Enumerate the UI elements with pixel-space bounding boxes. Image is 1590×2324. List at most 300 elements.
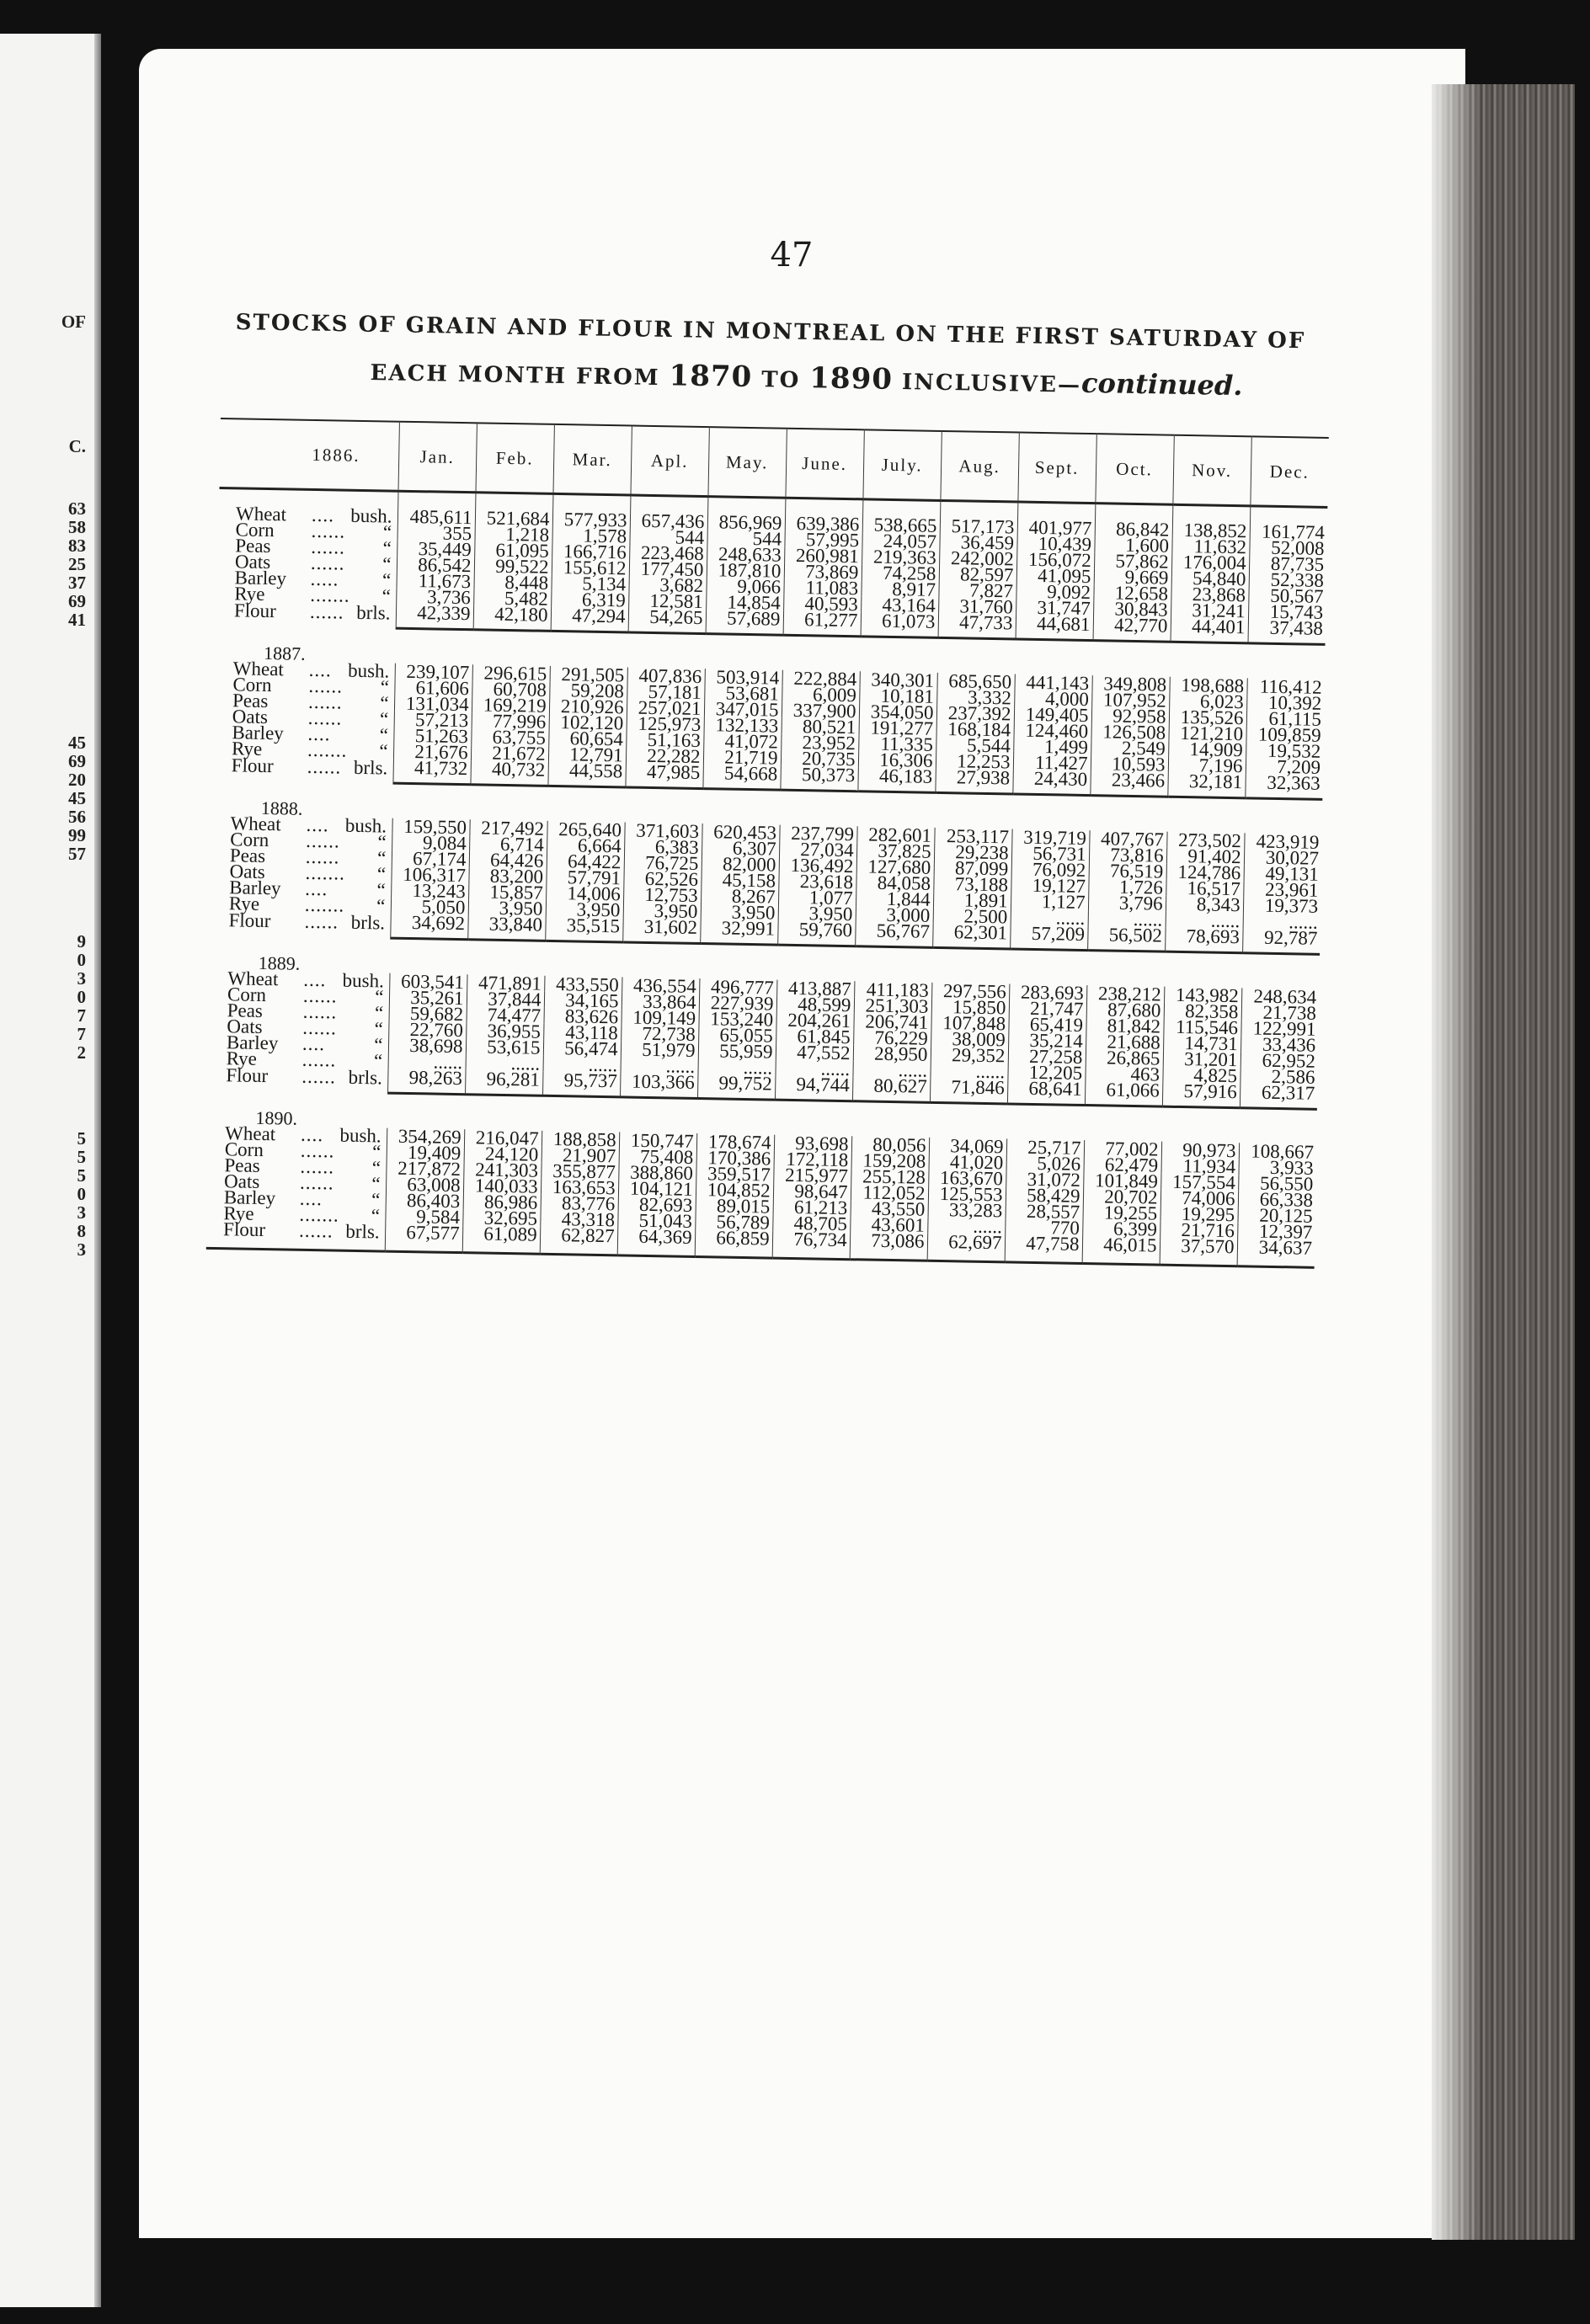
table-cell: 98,263 bbox=[387, 1069, 465, 1094]
commodity-name: Oats bbox=[223, 1170, 260, 1192]
table-cell: 47,985 bbox=[625, 763, 702, 788]
leader-dots: ...... bbox=[302, 984, 338, 1007]
previous-page-fragment: 5 bbox=[77, 1147, 86, 1167]
table-cell: 176,004 bbox=[1171, 553, 1249, 571]
table-cell: 11,335 bbox=[858, 735, 936, 753]
table-cell: 34,692 bbox=[390, 914, 467, 939]
first-year-heading: 1886. bbox=[220, 418, 399, 491]
table-cell: 75,408 bbox=[619, 1148, 696, 1165]
table-cell: 1,600 bbox=[1094, 536, 1171, 554]
table-cell: 44,681 bbox=[1016, 615, 1093, 640]
table-cell: 3,796 bbox=[1088, 894, 1166, 912]
table-cell: 62,526 bbox=[623, 870, 701, 887]
table-cell: 49,131 bbox=[1244, 865, 1321, 882]
table-cell: 6,319 bbox=[551, 590, 628, 608]
table-cell: 12,791 bbox=[548, 745, 626, 763]
leader-dots: ...... bbox=[307, 755, 342, 778]
commodity-name: Wheat bbox=[235, 502, 287, 525]
table-cell: 51,163 bbox=[626, 731, 703, 749]
table-cell: 355 bbox=[397, 524, 474, 541]
commodity-name: Barley bbox=[229, 876, 281, 898]
table-cell: 50,373 bbox=[780, 765, 857, 791]
table-cell: 140,033 bbox=[463, 1177, 541, 1195]
table-cell: 33,840 bbox=[467, 915, 545, 941]
leader-dots: .... bbox=[308, 658, 333, 680]
commodity-label bbox=[217, 600, 396, 627]
table-cell: 248,633 bbox=[707, 546, 784, 563]
table-cell: 3,933 bbox=[1238, 1159, 1315, 1176]
table-cell: 55,959 bbox=[698, 1042, 776, 1060]
table-cell: 296,615 bbox=[472, 664, 550, 682]
month-header: Apl. bbox=[630, 426, 708, 497]
table-cell: 58,429 bbox=[1006, 1186, 1083, 1204]
table-cell: 32,181 bbox=[1167, 772, 1245, 797]
table-cell: 73,869 bbox=[784, 562, 862, 580]
table-cell: 349,808 bbox=[1091, 675, 1169, 693]
table-cell: 215,977 bbox=[773, 1166, 851, 1184]
month-header: Sept. bbox=[1017, 433, 1096, 504]
table-cell: 191,277 bbox=[859, 719, 936, 737]
table-cell: 155,612 bbox=[552, 558, 629, 576]
leader-dots: .... bbox=[305, 877, 328, 899]
table-cell: 411,183 bbox=[854, 981, 931, 999]
table-cell: 28,950 bbox=[853, 1045, 931, 1063]
unit-label: “ bbox=[382, 520, 392, 543]
table-cell: 23,466 bbox=[1090, 771, 1167, 797]
title-continued: continued. bbox=[1080, 366, 1243, 402]
table-cell: 56,789 bbox=[695, 1213, 772, 1230]
table-cell: 51,979 bbox=[621, 1041, 698, 1058]
previous-page-edge bbox=[0, 34, 101, 2307]
table-cell: 11,083 bbox=[783, 578, 861, 596]
table-cell: 47,733 bbox=[938, 613, 1016, 638]
table-cell: 22,282 bbox=[626, 747, 703, 765]
table-cell: 27,938 bbox=[935, 768, 1012, 793]
leader-dots: ....... bbox=[299, 1203, 339, 1226]
commodity-name: Rye bbox=[231, 737, 263, 760]
unit-label: brls. bbox=[345, 1220, 380, 1242]
table-cell: 89,015 bbox=[696, 1197, 773, 1214]
table-cell: 219,363 bbox=[862, 548, 939, 566]
table-cell: 21,907 bbox=[542, 1146, 619, 1164]
table-cell: 14,731 bbox=[1163, 1034, 1241, 1052]
table-cell: 6,023 bbox=[1169, 692, 1246, 710]
table-cell: 253,117 bbox=[934, 827, 1011, 845]
month-header: July. bbox=[862, 429, 941, 500]
leader-dots: ...... bbox=[300, 1139, 335, 1161]
table-cell: 433,550 bbox=[544, 975, 622, 993]
table-cell: 291,505 bbox=[550, 665, 627, 683]
table-cell: 172,118 bbox=[774, 1150, 851, 1168]
table-cell: 16,517 bbox=[1166, 879, 1243, 897]
table-cell: 57,791 bbox=[546, 868, 623, 886]
table-cell: 1,499 bbox=[1013, 738, 1091, 755]
table-cell: 116,412 bbox=[1246, 678, 1324, 696]
commodity-name: Peas bbox=[235, 534, 271, 557]
table-cell: 9,084 bbox=[392, 834, 469, 851]
table-cell: 131,034 bbox=[394, 695, 472, 712]
unit-label: “ bbox=[371, 1172, 381, 1194]
table-cell: 217,492 bbox=[469, 819, 547, 837]
table-cell: 73,188 bbox=[933, 875, 1011, 893]
page-number: 47 bbox=[770, 236, 814, 275]
table-cell: 109,859 bbox=[1246, 726, 1323, 744]
month-header: Oct. bbox=[1095, 434, 1173, 504]
table-cell: 222,884 bbox=[782, 669, 860, 687]
table-cell: 255,128 bbox=[851, 1168, 928, 1186]
previous-page-fragment: 63 bbox=[68, 498, 86, 519]
table-cell: 40,732 bbox=[470, 760, 547, 786]
leader-dots: ...... bbox=[298, 1219, 333, 1241]
table-cell: 354,269 bbox=[387, 1127, 464, 1145]
table-cell: 43,318 bbox=[540, 1210, 617, 1228]
previous-page-fragment: 9 bbox=[77, 931, 86, 951]
table-cell: 21,719 bbox=[703, 749, 781, 766]
fore-edge-shade bbox=[1432, 84, 1482, 2240]
table-cell: 99,522 bbox=[474, 557, 552, 575]
previous-page-fragment: 5 bbox=[77, 1128, 86, 1149]
table-cell: 38,009 bbox=[931, 1030, 1008, 1047]
table-cell: 92,787 bbox=[1242, 929, 1320, 954]
unit-label: “ bbox=[379, 739, 388, 762]
table-cell: 96,281 bbox=[465, 1070, 542, 1095]
table-cell: 32,695 bbox=[462, 1209, 540, 1227]
commodity-name: Oats bbox=[227, 1015, 263, 1037]
table-cell: 5,134 bbox=[551, 574, 628, 592]
table-cell: 62,827 bbox=[540, 1226, 618, 1255]
table-cell: 3,950 bbox=[468, 899, 546, 917]
previous-page-fragment: 37 bbox=[68, 573, 86, 593]
month-header: Dec. bbox=[1250, 436, 1328, 507]
table-cell: 82,597 bbox=[939, 565, 1016, 583]
table-cell: 73,086 bbox=[850, 1232, 928, 1261]
unit-label: “ bbox=[371, 1188, 381, 1210]
table-cell: 31,602 bbox=[622, 918, 700, 943]
table-cell: 11,632 bbox=[1171, 537, 1249, 555]
table-cell: 124,786 bbox=[1166, 863, 1244, 881]
previous-page-fragment: 2 bbox=[77, 1042, 86, 1063]
table-cell: 138,852 bbox=[1172, 504, 1251, 539]
leader-dots: ...... bbox=[300, 1155, 335, 1177]
table-cell: 471,891 bbox=[467, 974, 544, 992]
table-cell: 20,702 bbox=[1083, 1188, 1160, 1206]
table-cell: 80,056 bbox=[851, 1136, 929, 1154]
table-cell: 23,961 bbox=[1243, 881, 1321, 898]
table-cell: 156,072 bbox=[1016, 551, 1094, 568]
unit-label: “ bbox=[371, 1204, 381, 1226]
table-cell: 52,338 bbox=[1249, 571, 1326, 589]
table-cell: 260,981 bbox=[784, 546, 862, 564]
table-cell: ...... bbox=[620, 1057, 697, 1074]
leader-dots: ...... bbox=[304, 910, 339, 933]
previous-page-fragment: 56 bbox=[68, 807, 86, 827]
table-cell: 65,055 bbox=[698, 1026, 776, 1044]
table-cell: 2,549 bbox=[1091, 739, 1168, 757]
table-cell: 126,508 bbox=[1091, 723, 1168, 741]
table-cell: 103,366 bbox=[620, 1073, 697, 1098]
table-cell: 84,058 bbox=[856, 874, 933, 892]
table-cell: 19,532 bbox=[1246, 742, 1323, 760]
unit-label: “ bbox=[376, 846, 387, 869]
table-cell: 61,115 bbox=[1246, 710, 1324, 728]
table-cell: 227,939 bbox=[699, 994, 776, 1012]
table-cell: 10,439 bbox=[1016, 535, 1094, 552]
previous-page-fragment: 7 bbox=[77, 1005, 86, 1026]
table-cell: 33,283 bbox=[928, 1201, 1006, 1218]
table-cell: 43,164 bbox=[861, 596, 938, 614]
table-cell: 102,120 bbox=[549, 713, 627, 731]
table-cell: 6,664 bbox=[547, 836, 624, 854]
table-cell: 95,737 bbox=[542, 1071, 620, 1096]
table-cell: 20,125 bbox=[1238, 1207, 1315, 1224]
previous-page-fragment: C. bbox=[68, 436, 86, 456]
table-cell: 407,767 bbox=[1089, 830, 1166, 848]
table-cell: 3,950 bbox=[778, 904, 856, 922]
table-cell: 61,277 bbox=[783, 610, 861, 636]
title-text: TO bbox=[751, 366, 810, 394]
table-cell: 60,708 bbox=[472, 680, 549, 698]
table-cell: 283,693 bbox=[1009, 983, 1086, 1001]
table-cell: 57,213 bbox=[394, 711, 472, 728]
previous-page-fragment: 45 bbox=[68, 788, 86, 808]
leader-dots: .... bbox=[306, 813, 329, 835]
table-cell: 83,626 bbox=[544, 1007, 622, 1025]
previous-page-fragment: 0 bbox=[77, 987, 86, 1007]
table-cell: 9,584 bbox=[385, 1207, 462, 1225]
table-cell: 35,449 bbox=[397, 540, 474, 557]
table-cell: 401,977 bbox=[1017, 502, 1096, 536]
unit-label: brls. bbox=[356, 601, 391, 624]
table-cell: 32,363 bbox=[1245, 774, 1322, 799]
month-header: Mar. bbox=[552, 424, 631, 495]
table-cell: 47,294 bbox=[551, 606, 628, 632]
table-cell: 21,738 bbox=[1241, 1004, 1319, 1021]
table-cell: 8,917 bbox=[861, 580, 938, 598]
table-cell: 22,760 bbox=[388, 1021, 466, 1038]
table-cell: 50,567 bbox=[1248, 587, 1326, 605]
table-cell: 241,303 bbox=[463, 1161, 541, 1179]
table-cell: 217,872 bbox=[386, 1159, 463, 1177]
table-cell: 80,627 bbox=[852, 1077, 930, 1102]
table-cell: 86,542 bbox=[397, 556, 474, 573]
leader-dots: .... bbox=[307, 722, 331, 744]
previous-page-fragment: 8 bbox=[77, 1221, 86, 1241]
table-cell: 51,263 bbox=[393, 727, 471, 744]
table-cell: 282,601 bbox=[856, 826, 934, 844]
table-cell: 56,550 bbox=[1238, 1175, 1315, 1192]
table-cell: 82,000 bbox=[702, 856, 779, 873]
table-cell: 56,767 bbox=[855, 922, 932, 947]
table-cell: 54,840 bbox=[1171, 569, 1249, 587]
table-cell: 27,034 bbox=[779, 840, 856, 858]
table-cell: 62,952 bbox=[1241, 1052, 1318, 1069]
unit-label: “ bbox=[382, 536, 392, 559]
unit-label: “ bbox=[381, 584, 392, 607]
table-cell: 63,008 bbox=[386, 1175, 463, 1193]
table-cell: 265,640 bbox=[547, 820, 624, 838]
table-cell: 112,052 bbox=[851, 1184, 928, 1202]
table-cell: 57,181 bbox=[627, 683, 704, 701]
table-cell: 87,735 bbox=[1249, 555, 1326, 573]
unit-label: bush. bbox=[342, 969, 385, 991]
previous-page-fragment: 5 bbox=[77, 1165, 86, 1186]
table-cell: 28,557 bbox=[1006, 1202, 1083, 1220]
table-cell: 57,995 bbox=[784, 530, 862, 548]
table-cell: 19,409 bbox=[387, 1143, 464, 1161]
table-cell: 413,887 bbox=[776, 979, 854, 997]
table-cell: 101,849 bbox=[1083, 1172, 1160, 1190]
table-cell: 359,517 bbox=[696, 1165, 773, 1182]
unit-label: “ bbox=[371, 1140, 381, 1162]
table-cell: 12,658 bbox=[1093, 584, 1171, 602]
table-cell: 3,332 bbox=[936, 688, 1014, 706]
table-cell: 485,611 bbox=[398, 491, 476, 525]
table-cell: 14,854 bbox=[706, 594, 783, 611]
table-cell: 64,422 bbox=[547, 852, 624, 870]
table-cell: 856,969 bbox=[707, 497, 786, 531]
table-cell: 115,546 bbox=[1163, 1018, 1241, 1036]
previous-page-fragment: 83 bbox=[68, 536, 86, 556]
table-cell: 3,000 bbox=[856, 906, 933, 924]
unit-label: “ bbox=[382, 552, 392, 575]
table-cell: ...... bbox=[1166, 911, 1243, 929]
unit-label: “ bbox=[373, 1049, 383, 1071]
table-cell: 503,914 bbox=[705, 669, 782, 686]
table-cell: 93,698 bbox=[774, 1134, 851, 1152]
table-cell: 34,069 bbox=[929, 1137, 1006, 1154]
table-cell: 6,383 bbox=[624, 838, 702, 856]
table-cell: 9,669 bbox=[1094, 568, 1171, 586]
table-cell: 198,688 bbox=[1169, 676, 1246, 694]
table-cell: 59,760 bbox=[777, 920, 855, 946]
leader-dots: ...... bbox=[310, 552, 345, 574]
commodity-label bbox=[214, 755, 392, 782]
unit-label: “ bbox=[377, 830, 387, 853]
table-cell: 8,343 bbox=[1166, 895, 1243, 913]
table-cell: 62,697 bbox=[927, 1233, 1006, 1261]
table-cell: 31,241 bbox=[1171, 601, 1248, 619]
commodity-name: Rye bbox=[226, 1047, 258, 1069]
table-cell: 1,844 bbox=[856, 890, 933, 908]
leader-dots: ...... bbox=[311, 520, 346, 542]
leader-dots: .... bbox=[311, 504, 335, 525]
table-cell: 43,118 bbox=[543, 1023, 621, 1041]
unit-label: “ bbox=[379, 707, 389, 730]
table-cell: 62,479 bbox=[1084, 1156, 1161, 1174]
commodity-name: Corn bbox=[235, 518, 275, 541]
table-cell: 83,776 bbox=[541, 1194, 618, 1212]
table-cell: 2,500 bbox=[933, 907, 1011, 925]
table-cell: 319,719 bbox=[1011, 829, 1089, 846]
year-heading: 1890. bbox=[255, 1106, 298, 1129]
unit-label: “ bbox=[381, 568, 392, 591]
unit-label: bush. bbox=[350, 504, 392, 527]
table-cell: ...... bbox=[697, 1058, 775, 1076]
table-cell: 43,550 bbox=[851, 1200, 928, 1218]
table-cell: 223,468 bbox=[629, 544, 707, 562]
table-cell: 108,667 bbox=[1239, 1143, 1316, 1160]
table-cell: 6,009 bbox=[782, 685, 859, 703]
title-year-from: 1870 bbox=[669, 359, 753, 394]
table-cell: 10,392 bbox=[1246, 694, 1324, 712]
table-cell: 30,843 bbox=[1093, 600, 1171, 618]
table-cell: 11,673 bbox=[397, 572, 474, 589]
table-cell: 29,352 bbox=[931, 1046, 1008, 1063]
unit-label: “ bbox=[376, 894, 386, 916]
leader-dots: ...... bbox=[305, 845, 340, 868]
month-header: Nov. bbox=[1172, 435, 1251, 506]
leader-dots: ...... bbox=[309, 600, 344, 623]
page-gutter bbox=[94, 34, 101, 2307]
commodity-name: Barley bbox=[234, 566, 287, 589]
commodity-name: Wheat bbox=[232, 657, 285, 680]
table-cell: 538,665 bbox=[862, 499, 941, 534]
commodity-name: Flour bbox=[222, 1218, 266, 1240]
previous-page-fragment: 3 bbox=[77, 1202, 86, 1223]
leader-dots: .... bbox=[300, 1123, 324, 1145]
commodity-name: Peas bbox=[232, 689, 269, 712]
table-cell: 388,860 bbox=[618, 1164, 696, 1181]
commodity-name: Flour bbox=[231, 754, 274, 777]
table-cell: 31,072 bbox=[1006, 1170, 1083, 1188]
unit-label: “ bbox=[375, 985, 384, 1007]
month-header: Jan. bbox=[398, 422, 477, 493]
table-cell: 44,558 bbox=[547, 761, 625, 786]
table-cell: 66,338 bbox=[1238, 1191, 1315, 1208]
previous-page-fragment: 25 bbox=[68, 554, 86, 574]
table-cell: 770 bbox=[1005, 1218, 1082, 1236]
commodity-name: Peas bbox=[227, 999, 264, 1021]
commodity-name: Corn bbox=[224, 1138, 264, 1160]
table-cell: 407,836 bbox=[627, 667, 705, 685]
table-cell: 90,973 bbox=[1161, 1141, 1239, 1159]
table-cell: 15,743 bbox=[1248, 603, 1326, 621]
table-cell: 67,577 bbox=[385, 1223, 463, 1252]
table-cell: 61,073 bbox=[861, 612, 938, 637]
previous-page-fragment: 57 bbox=[68, 844, 86, 864]
table-cell: ...... bbox=[852, 1061, 930, 1079]
table-cell: 35,214 bbox=[1008, 1031, 1086, 1049]
table-cell: 37,825 bbox=[856, 842, 934, 860]
grain-stocks-table bbox=[206, 418, 1329, 1268]
table-cell: 107,952 bbox=[1091, 691, 1169, 709]
table-cell: 3,950 bbox=[701, 903, 778, 921]
table-cell: 57,689 bbox=[706, 610, 783, 635]
table-cell: 423,919 bbox=[1244, 833, 1321, 850]
table-cell: 33,436 bbox=[1241, 1036, 1318, 1053]
previous-page-fragment: 3 bbox=[77, 968, 86, 989]
table-cell: 37,570 bbox=[1160, 1237, 1238, 1266]
table-cell: 127,680 bbox=[856, 858, 934, 876]
table-cell: 639,386 bbox=[785, 498, 863, 532]
commodity-name: Corn bbox=[230, 828, 269, 850]
table-cell: 238,212 bbox=[1086, 985, 1164, 1003]
table-cell: 273,502 bbox=[1166, 831, 1244, 849]
table-cell: 41,095 bbox=[1016, 567, 1094, 584]
leader-dots: ...... bbox=[302, 1016, 338, 1039]
table-cell: 59,682 bbox=[389, 1005, 467, 1022]
table-cell: 24,057 bbox=[862, 532, 939, 550]
table-cell: 76,092 bbox=[1011, 861, 1089, 878]
table-cell: 35,261 bbox=[389, 989, 467, 1006]
table-cell: 163,653 bbox=[541, 1178, 618, 1196]
table-cell: 60,654 bbox=[548, 729, 626, 747]
table-cell: 48,705 bbox=[772, 1214, 850, 1232]
table-cell: 124,460 bbox=[1014, 722, 1091, 739]
table-cell: 577,933 bbox=[552, 493, 631, 528]
table-cell: 56,502 bbox=[1087, 926, 1165, 951]
table-cell: 21,688 bbox=[1086, 1033, 1163, 1051]
